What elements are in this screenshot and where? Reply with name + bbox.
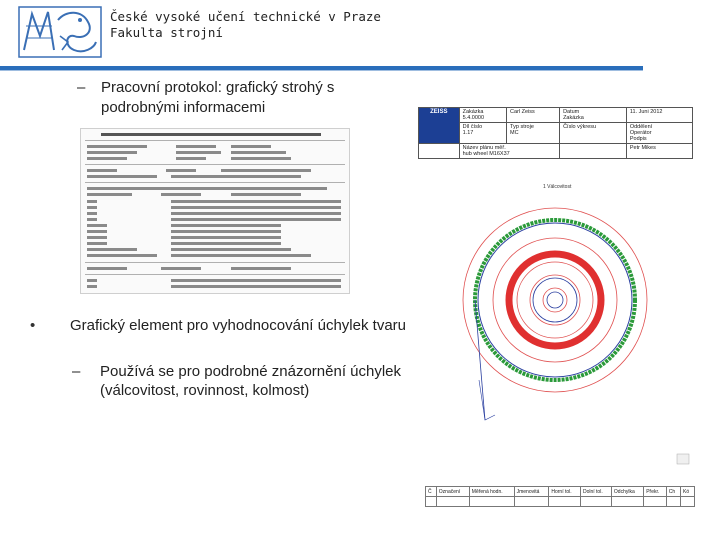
column-header: Odchylka <box>611 487 643 497</box>
column-header: Kó <box>681 487 695 497</box>
subitem-usage <box>72 362 412 400</box>
table-header-row <box>426 487 695 497</box>
ctu-lion-logo <box>18 6 102 58</box>
plot-color-scale <box>677 454 689 464</box>
header-rule-thin <box>0 70 643 71</box>
bullet-marker: • <box>30 317 36 334</box>
column-header: Horní tol. <box>549 487 581 497</box>
column-header: Jmenovitá <box>514 487 549 497</box>
cell: Datum Zakázka <box>560 108 627 123</box>
column-header: Dolní tol. <box>580 487 611 497</box>
column-header: Označení <box>436 487 469 497</box>
cell: Zakázka 5.4.0000 <box>459 108 506 123</box>
university-name: České vysoké učení technické v Praze <box>110 9 381 24</box>
protocol-report-image <box>80 128 350 294</box>
cell: Carl Zeiss <box>507 108 560 123</box>
cell <box>419 144 460 159</box>
subitem-usage-text: Používá se pro podrobné znázornění úchylek (válcovitost, rovinnost, kolmost) <box>100 363 402 399</box>
table-row <box>426 497 695 507</box>
dash-marker: – <box>77 79 86 96</box>
results-table <box>425 486 695 507</box>
subitem-protocol <box>77 78 390 118</box>
zeiss-report-header <box>418 107 693 159</box>
column-header: Překr. <box>644 487 667 497</box>
column-header: Měřená hodn. <box>469 487 514 497</box>
column-header: Ch <box>666 487 680 497</box>
dash-marker: – <box>72 363 81 380</box>
cell: 11. Juni 2012 <box>626 108 692 123</box>
plot-title: 1 Válcovitost <box>543 184 572 190</box>
plot-axis-line <box>479 380 495 420</box>
column-header: Č <box>426 487 437 497</box>
institution-header <box>110 9 381 41</box>
zeiss-logo: ZEISS <box>419 108 460 144</box>
cell: Název plánu měř. hub wheel M16X37 <box>459 144 559 159</box>
faculty-name: Fakulta strojní <box>110 25 223 40</box>
cell: Číslo výkresu <box>560 123 627 144</box>
subitem-protocol-text: Pracovní protokol: grafický strohý s podrobnými informacemi <box>101 79 335 116</box>
cell <box>560 144 627 159</box>
cell: Petr Mikes <box>626 144 692 159</box>
cylindricity-plot <box>455 180 705 480</box>
bullet-text: Grafický element pro vyhodnocování úchylek tvaru <box>70 317 406 334</box>
cell: Díl číslo 1.17 <box>459 123 506 144</box>
plot-rings <box>463 208 647 392</box>
cell: Typ stroje MC <box>507 123 560 144</box>
cell: Oddělení Operátor Podpis <box>626 123 692 144</box>
